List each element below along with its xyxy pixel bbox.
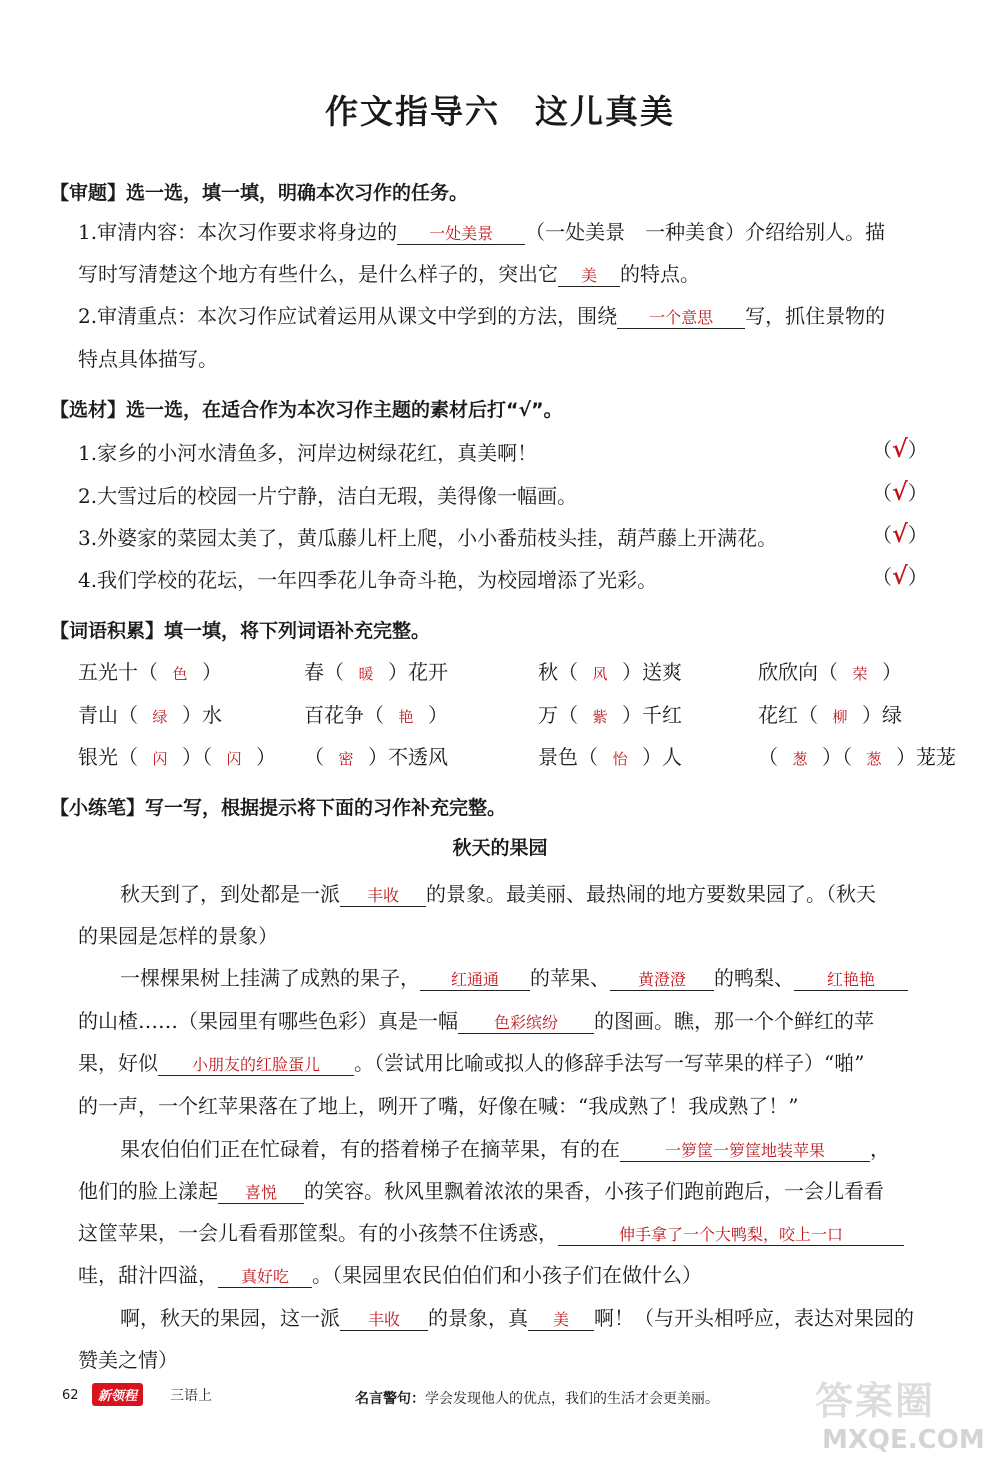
text: ）绿 [862,703,902,727]
essay-line [78,1005,874,1034]
shenti-item2-line2: 特点具体描写。 [78,347,218,371]
answer-blank[interactable]: 红通通 [420,970,530,991]
answer-blank[interactable]: 一处美景 [397,224,525,245]
text: 写时写清楚这个地方有些什么，是什么样子的，突出它 [78,262,558,286]
essay-line [78,1047,864,1076]
answer[interactable]: 风 [592,665,608,683]
text: 的笑容。秋风里飘着浓浓的果香，小孩子们跑前跑后，一会儿看看 [304,1179,884,1203]
section-xuancai-header: 【选材】选一选，在适合作为本次习作主题的素材后打“√”。 [50,399,563,421]
answer-blank[interactable]: 色彩缤纷 [458,1013,594,1034]
answer-blank[interactable]: 喜悦 [218,1183,304,1204]
ciyu-item [758,699,902,728]
page-number: 62 [62,1388,79,1403]
text: 的景象，真 [428,1306,528,1330]
shenti-item2-line1 [78,300,885,329]
text: 的特点。 [620,262,700,286]
answer[interactable]: 葱 [866,750,882,768]
answer[interactable]: 闪 [152,750,168,768]
text: ） [256,745,276,769]
text: 果农伯伯们正在忙碌着，有的搭着梯子在摘苹果，有的在 [120,1137,620,1161]
text: 青山（ [78,703,138,727]
xuancai-item-4: 4.我们学校的花坛，一年四季花儿争奇斗艳，为校园增添了光彩。 [78,568,658,592]
text: 哇，甜汁四溢， [78,1263,218,1287]
ciyu-item [758,741,956,770]
xuancai-item-1: 1.家乡的小河水清鱼多，河岸边树绿花红，真美啊！ [78,441,538,465]
ciyu-item [538,699,682,728]
essay-line: 赞美之情） [78,1348,178,1372]
answer[interactable]: 密 [338,750,354,768]
text: 银光（ [78,745,138,769]
paren: （ [872,523,892,547]
xuancai-item-3: 3.外婆家的菜园太美了，黄瓜藤儿杆上爬，小小番茄枝头挂，葫芦藤上开满花。 [78,526,778,550]
essay-line: 的果园是怎样的景象） [78,924,278,948]
text: 景色（ [538,745,598,769]
ciyu-item [538,656,682,685]
text: ， [870,1137,890,1161]
paren: ） [907,565,928,589]
answer-blank[interactable]: 丰收 [340,886,426,907]
check-mark-icon: √ [892,561,908,590]
text: 的图画。瞧，那一个个鲜红的苹 [594,1009,874,1033]
checkbox-4[interactable] [872,561,928,590]
answer[interactable]: 暖 [358,665,374,683]
answer[interactable]: 色 [172,665,188,683]
essay-line [78,1175,884,1204]
essay-line [120,1133,890,1162]
text: （ [304,745,324,769]
paren: （ [872,565,892,589]
shenti-item1-line1 [78,216,885,245]
text: 一棵棵果树上挂满了成熟的果子， [120,966,420,990]
answer[interactable]: 艳 [398,708,414,726]
check-mark-icon: √ [892,434,908,463]
text: 的景象。最美丽、最热闹的地方要数果园了。（秋天 [426,882,876,906]
text: ）不透风 [368,745,448,769]
section-lianbi-header: 【小练笔】写一写，根据提示将下面的习作补充完整。 [50,797,507,819]
answer-blank[interactable]: 一箩筐一箩筐地装苹果 [620,1141,870,1162]
text: 万（ [538,703,578,727]
ciyu-item [304,656,448,685]
text: 啊，秋天的果园，这一派 [120,1306,340,1330]
answer-blank[interactable]: 红艳艳 [794,970,908,991]
text: 春（ [304,660,344,684]
essay-line [120,878,876,907]
text: ）花开 [388,660,448,684]
answer-blank[interactable]: 黄澄澄 [610,970,714,991]
essay-line [78,1217,904,1246]
text: （ [758,745,778,769]
motto-label: 名言警句： [355,1391,425,1407]
text: 欣欣向（ [758,660,838,684]
text: 1.审清内容：本次习作要求将身边的 [78,220,398,244]
text: 的苹果、 [530,966,610,990]
text: ） [882,660,902,684]
page-title: 作文指导六 这儿真美 [325,92,675,131]
text: 五光十（ [78,660,158,684]
text: 秋天到了，到处都是一派 [120,882,340,906]
paren: （ [872,438,892,462]
ciyu-item [758,656,902,685]
paren: ） [907,523,928,547]
answer-blank[interactable]: 伸手拿了一个大鸭梨，咬上一口 [558,1225,904,1246]
answer[interactable]: 闪 [226,750,242,768]
text: 这筐苹果，一会儿看看那筐梨。有的小孩禁不住诱惑， [78,1221,558,1245]
shenti-item1-line2 [78,258,700,287]
motto-text: 学会发现他人的优点，我们的生活才会更美丽。 [425,1391,719,1407]
answer[interactable]: 紫 [592,708,608,726]
answer-blank[interactable]: 真好吃 [218,1267,312,1288]
text: （一处美景 一种美食）介绍给别人。描 [525,220,886,244]
text: ）（ [822,745,852,769]
ciyu-item [304,699,448,728]
checkbox-2[interactable] [872,477,928,506]
answer-blank[interactable]: 美 [558,266,620,287]
text: ）水 [182,703,222,727]
check-mark-icon: √ [892,477,908,506]
text: 的鸭梨、 [714,966,794,990]
answer-blank[interactable]: 美 [528,1310,594,1331]
answer[interactable]: 荣 [852,665,868,683]
section-shenti-header: 【审题】选一选，填一填，明确本次习作的任务。 [50,182,469,204]
checkbox-1[interactable] [872,434,928,463]
xuancai-item-2: 2.大雪过后的校园一片宁静，洁白无瑕，美得像一幅画。 [78,484,578,508]
watermark-logo: 答案圈 [815,1379,936,1423]
text: 。（尝试用比喻或拟人的修辞手法写一写苹果的样子）“啪” [354,1051,865,1075]
essay-line [78,1259,702,1288]
text: ）千红 [622,703,682,727]
ciyu-item [538,741,682,770]
answer-blank[interactable]: 丰收 [340,1310,428,1331]
section-ciyu-header: 【词语积累】填一填，将下列词语补充完整。 [50,620,431,642]
essay-line [120,962,908,991]
paren: ） [907,438,928,462]
essay-line [120,1302,914,1331]
text: ）茏茏 [896,745,956,769]
text: 花红（ [758,703,818,727]
ciyu-item [78,699,222,728]
motto [355,1388,719,1408]
answer-blank[interactable]: 小朋友的红脸蛋儿 [158,1055,354,1076]
essay-title: 秋天的果园 [452,837,548,859]
text: ）人 [642,745,682,769]
text: 。（果园里农民伯伯们和小孩子们在做什么） [312,1263,702,1287]
text: ） [202,660,222,684]
grade-label: 三语上 [170,1388,212,1404]
text: ）（ [182,745,212,769]
text: 果，好似 [78,1051,158,1075]
check-mark-icon: √ [892,519,908,548]
text: ） [428,703,448,727]
text: 啊！（与开头相呼应，表达对果园的 [594,1306,914,1330]
watermark-url: MXQE.COM [822,1425,985,1455]
text: 的山楂……（果园里有哪些色彩）真是一幅 [78,1009,458,1033]
ciyu-item [304,741,448,770]
answer[interactable]: 怡 [612,750,628,768]
answer[interactable]: 绿 [152,708,168,726]
text: 他们的脸上漾起 [78,1179,218,1203]
essay-line: 的一声，一个红苹果落在了地上，咧开了嘴，好像在喊：“我成熟了！我成熟了！” [78,1094,799,1118]
checkbox-3[interactable] [872,519,928,548]
publisher-logo: 新领程 [92,1383,143,1406]
text: 2.审清重点：本次习作应试着运用从课文中学到的方法，围绕 [78,304,618,328]
text: ）送爽 [622,660,682,684]
paren: ） [907,481,928,505]
answer[interactable]: 葱 [792,750,808,768]
answer[interactable]: 柳 [832,708,848,726]
answer-blank[interactable]: 一个意思 [617,308,745,329]
text: 百花争（ [304,703,384,727]
text: 秋（ [538,660,578,684]
paren: （ [872,481,892,505]
ciyu-item [78,656,222,685]
text: 写，抓住景物的 [745,304,886,328]
ciyu-item [78,741,276,770]
